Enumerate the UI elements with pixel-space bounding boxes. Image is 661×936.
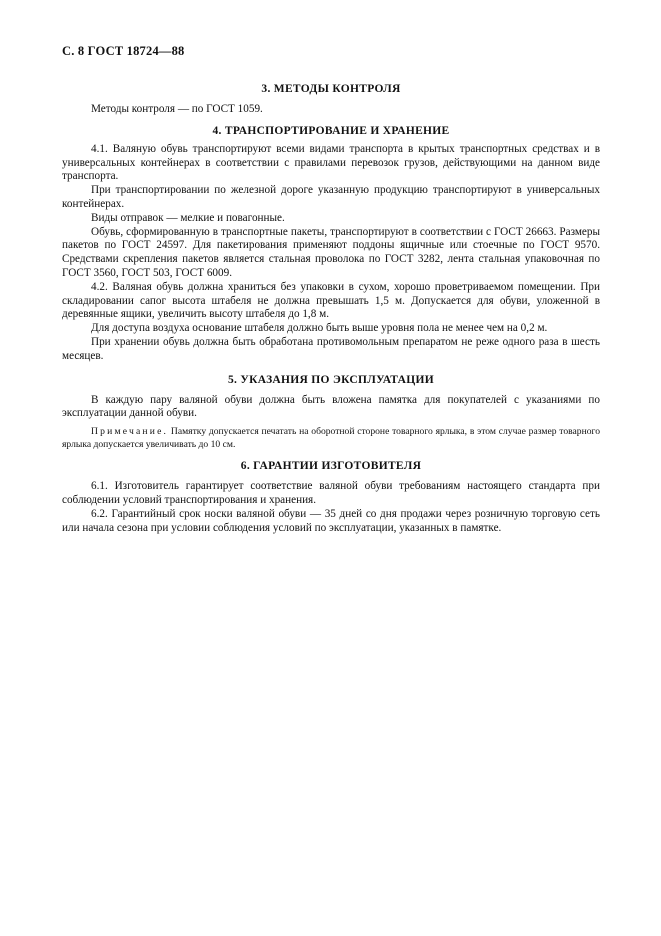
section-4-paragraph-6: Для доступа воздуха основание штабеля должно быть выше уровня пола не менее чем на 0,2 м.	[91, 322, 548, 335]
note-text: Памятку допускается печатать на оборотной стороне товарного ярлыка, в этом случае размер товарного ярлыка допускается увеличивать до 10 см.	[62, 426, 600, 450]
section-6-paragraph-2: 6.2. Гарантийный срок носки валяной обуви — 35 дней со дня продажи через розничную торговую сеть или начала сезона при условии соблюдения условий по эксплуатации, указанных в памятке.	[62, 507, 600, 534]
section-6-body	[62, 480, 600, 535]
section-5-title: 5. УКАЗАНИЯ ПО ЭКСПЛУАТАЦИИ	[227, 373, 435, 386]
section-3-title: 3. МЕТОДЫ КОНТРОЛЯ	[261, 83, 401, 95]
section-6-title: 6. ГАРАНТИИ ИЗГОТОВИТЕЛЯ	[240, 460, 422, 473]
section-4-title: 4. ТРАНСПОРТИРОВАНИЕ И ХРАНЕНИЕ	[212, 124, 450, 137]
section-3-paragraph: Методы контроля — по ГОСТ 1059.	[91, 103, 263, 115]
section-6-paragraph-1: 6.1. Изготовитель гарантирует соответствие валяной обуви требованиям настоящего стандарта при соблюдении условий транспортирования и хранения.	[62, 480, 600, 507]
document-page	[62, 44, 600, 536]
section-4-paragraph-3: Виды отправок — мелкие и повагонные.	[91, 211, 285, 224]
section-4-paragraph-5: 4.2. Валяная обувь должна храниться без упаковки в сухом, хорошо проветриваемом помещении. При складировании сапог высота штабеля не должна превышать 1,5 м. Допускается для обуви, уложенной в деревянные ящики, увеличить высоту штабеля до 1,8 м.	[62, 280, 600, 321]
section-5-note	[62, 426, 600, 451]
section-4-paragraph-4: Обувь, сформированную в транспортные пакеты, транспортируют в соответствии с ГОСТ 26663. Размеры пакетов по ГОСТ 24597. Для пакетирования применяют поддоны ящичные или стоечные по ГОСТ 9570. Средствами скрепления пакетов является стальная проволока по ГОСТ 3282, лента стальная упаковочная по ГОСТ 3560, ГОСТ 503, ГОСТ 6009.	[62, 225, 600, 279]
page-header: С. 8 ГОСТ 18724—88	[62, 44, 185, 58]
note-label: Примечание.	[91, 426, 169, 438]
section-4-paragraph-1: 4.1. Валяную обувь транспортируют всеми видами транспорта в крытых транспортных средствах и в универсальных контейнерах в соответствии с правилами перевозок грузов, действующими на данном виде транспорта.	[62, 142, 600, 183]
section-5-paragraph: В каждую пару валяной обуви должна быть вложена памятка для покупателей с указаниями по эксплуатации данной обуви.	[62, 393, 600, 420]
section-4-paragraph-2: При транспортировании по железной дороге указанную продукцию транспортируют в универсальных контейнерах.	[62, 184, 600, 210]
section-4-body	[62, 143, 600, 364]
section-4-paragraph-7: При хранении обувь должна быть обработана противомольным препаратом не реже одного раза в шесть месяцев.	[62, 335, 600, 362]
section-5-body	[62, 394, 600, 452]
